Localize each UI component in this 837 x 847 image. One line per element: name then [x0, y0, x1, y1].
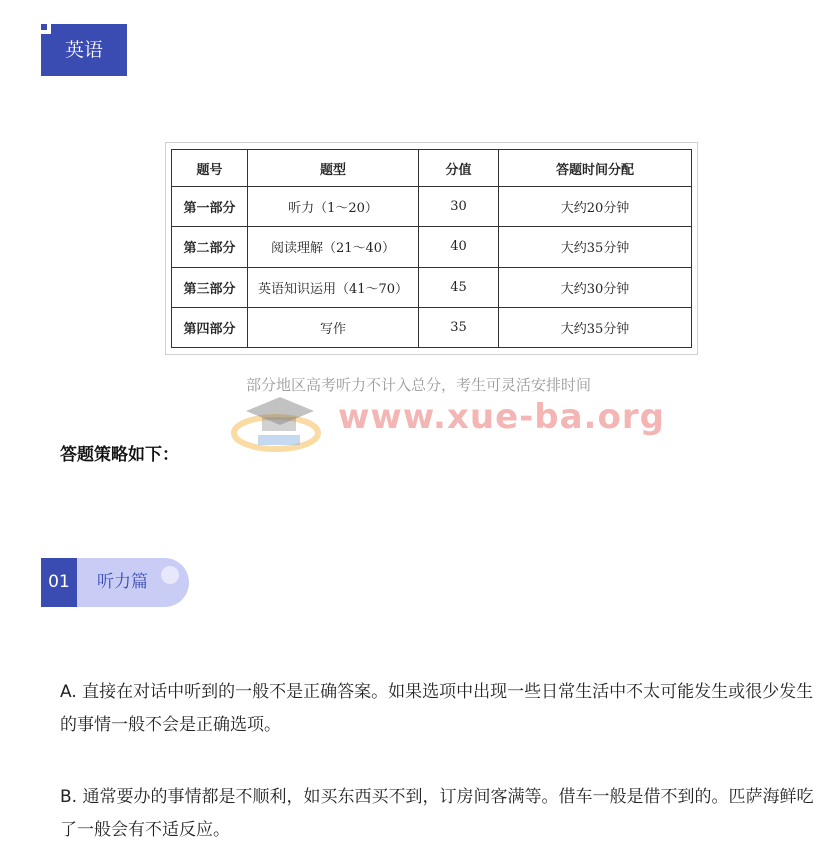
header-time-allocation: 答题时间分配 — [499, 150, 692, 187]
watermark — [228, 393, 665, 457]
cell-type: 阅读理解（21～40） — [248, 227, 419, 267]
cell-type: 听力（1～20） — [248, 187, 419, 227]
table-row — [172, 307, 692, 347]
cell-part: 第二部分 — [172, 227, 248, 267]
subsection-number: 01 — [41, 558, 77, 607]
cell-score: 45 — [419, 267, 499, 307]
table-row — [172, 227, 692, 267]
table-header-row — [172, 150, 692, 187]
subsection-label: 听力篇 — [77, 558, 189, 607]
table-row — [172, 187, 692, 227]
cell-time: 大约30分钟 — [499, 267, 692, 307]
cell-time: 大约20分钟 — [499, 187, 692, 227]
section-title-english — [41, 24, 127, 76]
corner-decoration — [41, 24, 51, 34]
cell-part: 第一部分 — [172, 187, 248, 227]
strategy-heading: 答题策略如下： — [60, 445, 179, 465]
section-title-text: 英语 — [64, 39, 103, 61]
cell-score: 35 — [419, 307, 499, 347]
cell-type: 写作 — [248, 307, 419, 347]
cell-time: 大约35分钟 — [499, 307, 692, 347]
header-score: 分值 — [419, 150, 499, 187]
table-caption: 部分地区高考听力不计入总分，考生可灵活安排时间 — [245, 376, 591, 394]
subsection-listening — [41, 558, 189, 607]
score-table — [171, 149, 692, 348]
cell-part: 第三部分 — [172, 267, 248, 307]
header-question-number: 题号 — [172, 150, 248, 187]
table-row — [172, 267, 692, 307]
cell-score: 40 — [419, 227, 499, 267]
cell-type: 英语知识运用（41～70） — [248, 267, 419, 307]
cell-score: 30 — [419, 187, 499, 227]
watermark-text: www.xue-ba.org — [338, 397, 665, 437]
score-table-image — [165, 142, 698, 355]
cell-part: 第四部分 — [172, 307, 248, 347]
graduation-cap-icon — [228, 393, 328, 457]
paragraph-a: A. 直接在对话中听到的一般不是正确答案。如果选项中出现一些日常生活中不太可能发生或很少发生的事情一般不会是正确选项。 — [60, 682, 814, 735]
paragraph-b: B. 通常要办的事情都是不顺利，如买东西买不到，订房间客满等。借车一般是借不到的。匹萨海鲜吃了一般会有不适反应。 — [60, 787, 814, 840]
header-question-type: 题型 — [248, 150, 419, 187]
cell-time: 大约35分钟 — [499, 227, 692, 267]
